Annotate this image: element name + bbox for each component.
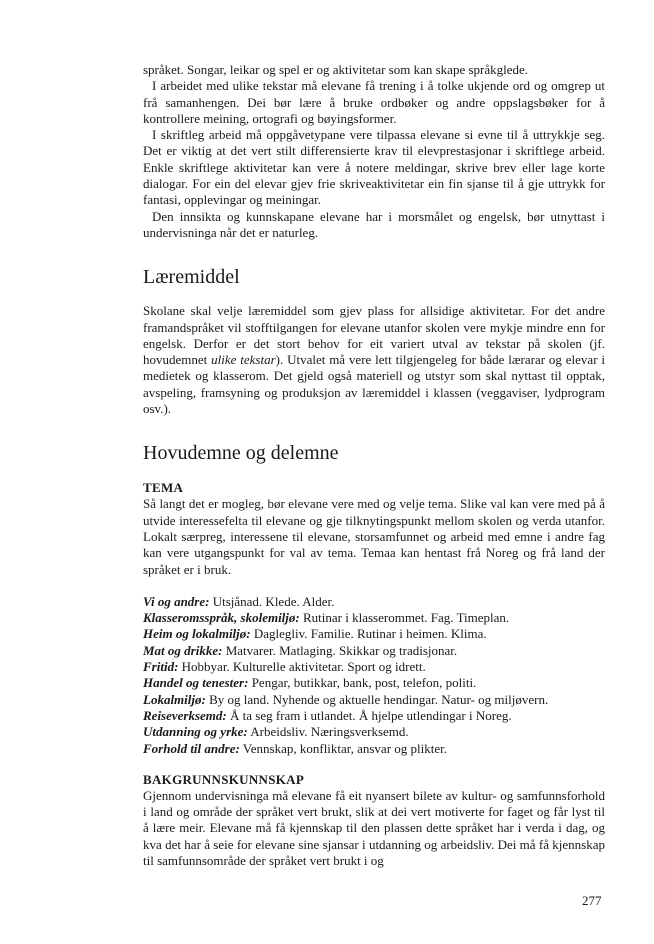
topic-label: Fritid: xyxy=(143,659,179,675)
topic-item xyxy=(143,610,605,626)
topic-text: Arbeidsliv. Næringsverksemd. xyxy=(247,724,409,740)
topic-label: Forhold til andre: xyxy=(143,740,240,756)
paragraph: Den innsikta og kunnskapane elevane har i morsmålet og engelsk, bør utnyttast i undervisninga når det er naturleg. xyxy=(143,208,605,240)
subheading-tema: TEMA xyxy=(143,480,184,496)
text: Skolane skal velje læremiddel som gjev plass for allsidige aktivitetar. For det andre framandspråket vil stofftilgangen for elevane utanfor skolen vere mykje mindre enn for engelsk. Derfor er det stort behov for eit variert utval av tekstar på skolen (jf. hovudemnet xyxy=(143,303,605,368)
italic-text: ulike tekstar xyxy=(211,352,276,368)
topic-label: Klasseromsspråk, skolemiljø: xyxy=(143,610,300,626)
topic-text: Daglegliv. Familie. Rutinar i heimen. Klima. xyxy=(250,626,487,642)
topic-text: Pengar, butikkar, bank, post, telefon, politi. xyxy=(248,675,477,691)
section-heading-laeremiddel: Læremiddel xyxy=(143,266,240,289)
topic-item xyxy=(143,659,605,675)
topic-item xyxy=(143,675,605,691)
page-number: 277 xyxy=(582,893,602,908)
topic-text: Rutinar i klasserommet. Fag. Timeplan. xyxy=(299,610,510,626)
paragraph: I skriftleg arbeid må oppgåvetypane vere tilpassa elevane si evne til å uttrykkje seg. Det er viktig at det vert stilt differensierte krav til elevprestasjonar i skriftlege arbeid. Enkle skriftlege aktivitetar kan vere å notere meldingar, skrive brev eller lage korte dialogar. For ein del elevar gjev frie skriveaktivitetar ein fin sjanse til å gje uttrykk for fantasi, opplevingar og meiningar. xyxy=(143,127,605,208)
topic-label: Heim og lokalmiljø: xyxy=(143,626,251,642)
subheading-bakgrunnskunnskap: BAKGRUNNSKUNNSKAP xyxy=(143,771,305,787)
topic-label: Lokalmiljø: xyxy=(143,691,206,707)
page-body xyxy=(143,62,605,869)
section-heading-hovudemne: Hovudemne og delemne xyxy=(143,442,339,465)
topic-label: Vi og andre: xyxy=(143,593,210,609)
topic-label: Utdanning og yrke: xyxy=(143,724,248,740)
text: ). Utvalet må vere lett tilgjengeleg for både lærarar og elevar i medietek og klasserom. Det gjeld også materiell og utstyr som skal nyttast til opptak, avspeling, framsyning og produksjon av læremiddel i klassen (veggaviser, lydprogram osv.). xyxy=(143,352,605,417)
paragraph: språket. Songar, leikar og spel er og aktivitetar som kan skape språkglede. xyxy=(143,62,529,77)
topic-item xyxy=(143,741,605,757)
topic-item xyxy=(143,594,605,610)
paragraph: I arbeidet med ulike tekstar må elevane få trening i å tolke ukjende ord og omgrep ut frå samanhengen. Dei bør lære å bruke ordbøker og andre oppslagsbøker for å kontrollere meining, ortografi og bøyingsformer. xyxy=(143,78,605,126)
paragraph-laeremiddel xyxy=(143,303,605,417)
paragraph-tema: Så langt det er mogleg, bør elevane vere med og velje tema. Slike val kan vere med på å utvide interessefelta til elevane og gje tilknytingspunkt mellom skolen og verda utanfor. Lokalt særpreg, interessene til elevane, storsamfunnet og arbeid med emne i andre fag kan vere utgangspunkt for val av tema. Temaa kan hentast frå Noreg og frå land der språket er i bruk. xyxy=(143,496,605,577)
topic-text: Å ta seg fram i utlandet. Å hjelpe utlendingar i Noreg. xyxy=(226,707,512,723)
topic-item xyxy=(143,724,605,740)
topic-text: Matvarer. Matlaging. Skikkar og tradisjonar. xyxy=(222,642,458,658)
topic-item xyxy=(143,626,605,642)
topic-text: Utsjånad. Klede. Alder. xyxy=(209,593,335,609)
topic-text: Vennskap, konfliktar, ansvar og plikter. xyxy=(239,740,447,756)
topic-label: Mat og drikke: xyxy=(143,642,223,658)
topic-item xyxy=(143,692,605,708)
topic-list xyxy=(143,594,605,757)
topic-item xyxy=(143,708,605,724)
topic-label: Handel og tenester: xyxy=(143,675,249,691)
topic-text: Hobbyar. Kulturelle aktivitetar. Sport og idrett. xyxy=(178,659,426,675)
paragraph-bakgrunnskunnskap: Gjennom undervisninga må elevane få eit nyansert bilete av kultur- og samfunnsforhold i land og område der språket vert brukt, slik at dei vert motiverte for faget og får lyst til å lære meir. Elevane må få kjennskap til den plassen dette språket har i verda i dag, og kva det har å seie for elevane sine sjansar i utdanning og arbeidsliv. Dei må få kjennskap til samfunnsområde der språket vert brukt i og xyxy=(143,787,605,868)
topic-text: By og land. Nyhende og aktuelle hendingar. Natur- og miljøvern. xyxy=(205,691,549,707)
topic-label: Reiseverksemd: xyxy=(143,707,227,723)
topic-item xyxy=(143,643,605,659)
